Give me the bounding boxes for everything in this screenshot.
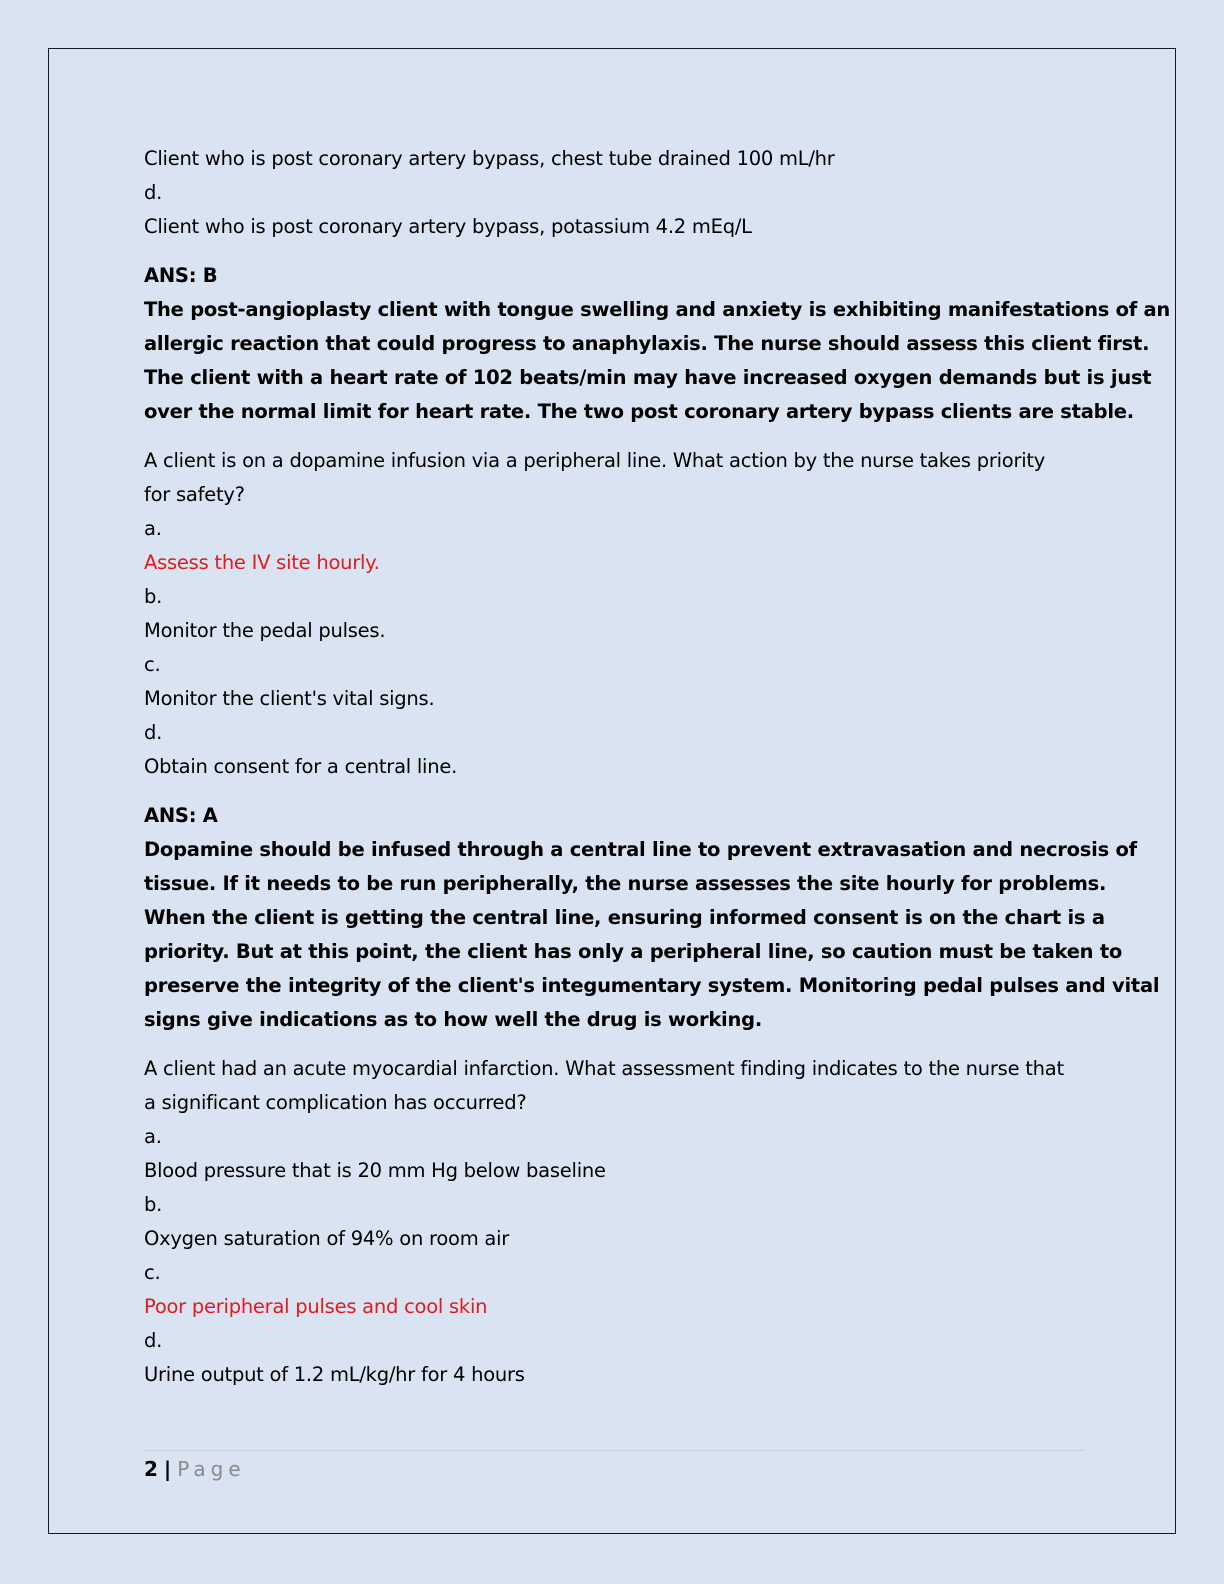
rationale-line: preserve the integrity of the client's integumentary system. Monitoring pedal pulses and vital (144, 974, 1160, 997)
rationale-line: Dopamine should be infused through a central line to prevent extravasation and necrosis of (144, 838, 1137, 861)
rationale-line: signs give indications as to how well the drug is working. (144, 1008, 762, 1031)
rationale-line: allergic reaction that could progress to anaphylaxis. The nurse should assess this client first. (144, 332, 1150, 355)
document-content (144, 142, 1171, 1392)
option-text: Monitor the pedal pulses. (144, 619, 386, 642)
page-number: 2 (144, 1457, 158, 1481)
option-text: Blood pressure that is 20 mm Hg below baseline (144, 1159, 606, 1182)
footer-separator: | (163, 1457, 172, 1481)
rationale-line: priority. But at this point, the client has only a peripheral line, so caution must be taken to (144, 940, 1123, 963)
rationale-line: over the normal limit for heart rate. The two post coronary artery bypass clients are stable. (144, 400, 1134, 423)
option-text: Client who is post coronary artery bypass, chest tube drained 100 mL/hr (144, 147, 835, 170)
rationale-line: When the client is getting the central line, ensuring informed consent is on the chart is a (144, 906, 1105, 929)
page-footer (144, 1456, 246, 1482)
option-letter: b. (144, 585, 163, 608)
option-letter: d. (144, 1329, 163, 1352)
option-letter: d. (144, 181, 163, 204)
correct-option-text: Assess the IV site hourly. (144, 551, 380, 574)
option-letter: d. (144, 721, 163, 744)
option-text: Obtain consent for a central line. (144, 755, 458, 778)
answer-key: ANS: B (144, 264, 218, 287)
option-letter: c. (144, 653, 161, 676)
question-stem: a significant complication has occurred? (144, 1091, 527, 1114)
option-text: Oxygen saturation of 94% on room air (144, 1227, 510, 1250)
page-label: Page (177, 1457, 246, 1481)
option-letter: a. (144, 1125, 162, 1148)
option-text: Urine output of 1.2 mL/kg/hr for 4 hours (144, 1363, 525, 1386)
option-letter: a. (144, 517, 162, 540)
rationale-line: The post-angioplasty client with tongue swelling and anxiety is exhibiting manifestations of an (144, 298, 1171, 321)
correct-option-text: Poor peripheral pulses and cool skin (144, 1295, 488, 1318)
option-text: Monitor the client's vital signs. (144, 687, 435, 710)
rationale-line: The client with a heart rate of 102 beats/min may have increased oxygen demands but is just (144, 366, 1152, 389)
question-stem: for safety? (144, 483, 245, 506)
option-text: Client who is post coronary artery bypass, potassium 4.2 mEq/L (144, 215, 752, 238)
option-letter: c. (144, 1261, 161, 1284)
option-letter: b. (144, 1193, 163, 1216)
question-stem: A client is on a dopamine infusion via a peripheral line. What action by the nurse takes priority (144, 449, 1046, 472)
footer-divider (144, 1450, 1084, 1451)
rationale-line: tissue. If it needs to be run peripherally, the nurse assesses the site hourly for problems. (144, 872, 1107, 895)
answer-key: ANS: A (144, 804, 218, 827)
question-stem: A client had an acute myocardial infarction. What assessment finding indicates to the nurse that (144, 1057, 1064, 1080)
